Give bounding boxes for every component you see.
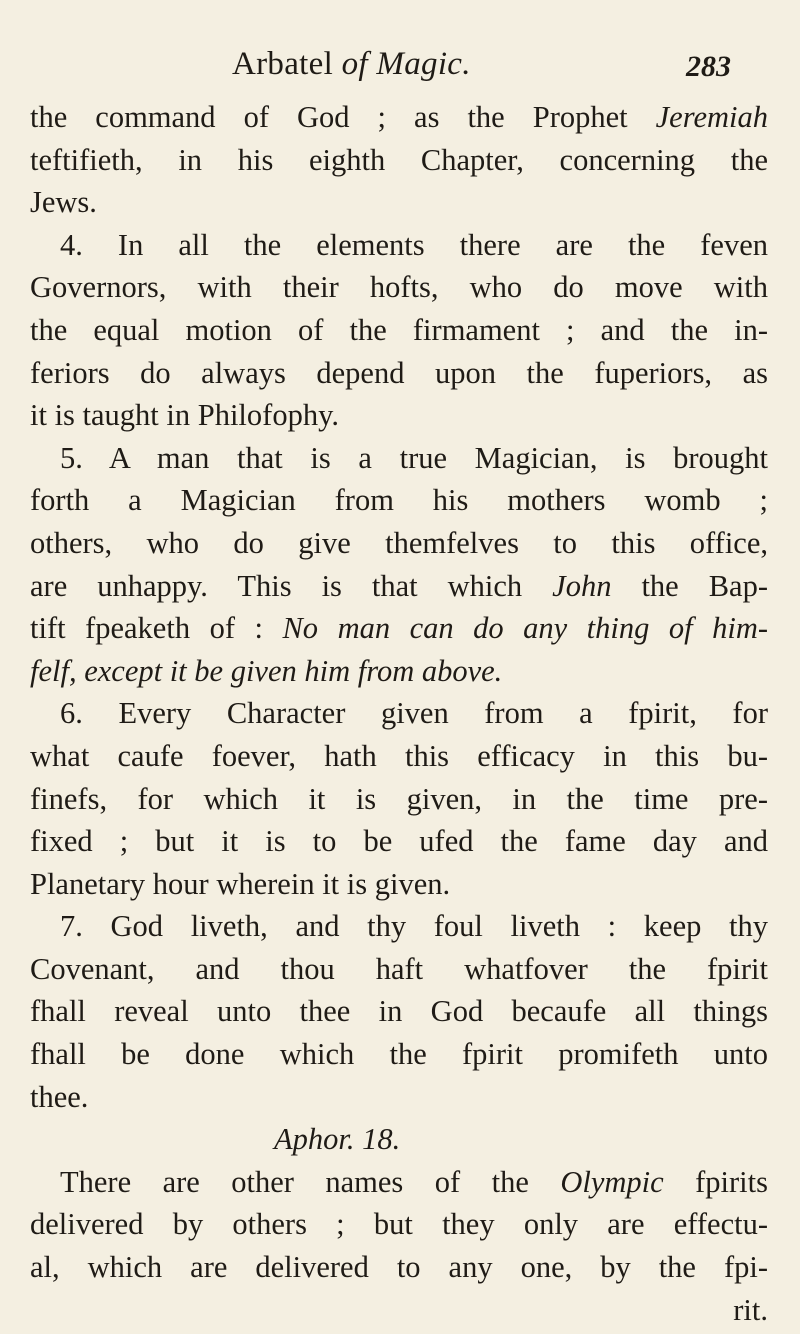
line-text: Planetary hour wherein it is given. (30, 866, 451, 901)
text-line (30, 1161, 768, 1204)
text-line (30, 863, 768, 906)
text-line (30, 1203, 768, 1246)
line-text-after: the Bap- (611, 568, 768, 603)
text-line (30, 479, 768, 522)
text-line (30, 607, 768, 650)
catchword (30, 1289, 768, 1332)
line-text-after: fpirits (663, 1164, 768, 1199)
text-line (30, 266, 768, 309)
text-line (30, 309, 768, 352)
line-text: Jews. (30, 185, 97, 220)
line-text: Governors, with their hofts, who do move with (30, 270, 768, 305)
text-line (30, 522, 768, 565)
line-text: fhall be done which the fpirit promifeth unto (30, 1037, 768, 1072)
text-line (30, 181, 768, 224)
line-text: al, which are delivered to any one, by the fpi- (30, 1250, 768, 1285)
line-italic-text: John (552, 568, 612, 603)
line-text: 6. Every Character given from a fpirit, for (60, 696, 768, 731)
line-text: teftifieth, in his eighth Chapter, concerning the (30, 142, 768, 177)
running-head (0, 46, 800, 90)
line-text: 7. God liveth, and thy foul liveth : keep thy (60, 909, 768, 944)
line-text: feriors do always depend upon the fuperiors, as (30, 355, 768, 390)
running-head-title-roman: Arbatel (232, 46, 342, 82)
line-text: are unhappy. This is that which (30, 568, 553, 603)
text-line (30, 650, 768, 693)
text-line (30, 692, 768, 735)
text-line (30, 1076, 768, 1119)
line-text: thee. (30, 1079, 89, 1114)
text-line (30, 394, 768, 437)
running-head-title (232, 46, 471, 83)
text-line (30, 1033, 768, 1076)
line-text: it is taught in Philofophy. (30, 398, 339, 433)
text-line (30, 1246, 768, 1289)
text-line (30, 990, 768, 1033)
line-text: forth a Magician from his mothers womb ; (30, 483, 768, 518)
line-text: tift fpeaketh of : (30, 611, 283, 646)
line-text: finefs, for which it is given, in the time pre- (30, 781, 768, 816)
text-line (30, 96, 768, 139)
text-line (30, 948, 768, 991)
text-line (30, 565, 768, 608)
line-italic-text: Olympic (560, 1164, 664, 1199)
line-text: the command of God ; as the Prophet (30, 100, 656, 134)
line-text: 4. In all the elements there are the feven (60, 227, 768, 262)
text-line (30, 352, 768, 395)
line-text: fixed ; but it is to be ufed the fame day and (30, 824, 768, 859)
aphorism-heading (30, 1118, 768, 1161)
text-line (30, 905, 768, 948)
line-text: fhall reveal unto thee in God becaufe all things (30, 994, 768, 1029)
page-number: 283 (686, 50, 731, 83)
text-line (30, 778, 768, 821)
line-text: 5. A man that is a true Magician, is brought (60, 440, 768, 475)
line-text: what caufe foever, hath this efficacy in this bu- (30, 738, 768, 773)
text-line (30, 224, 768, 267)
line-text: rit. (733, 1292, 768, 1327)
text-line (30, 437, 768, 480)
text-line (30, 820, 768, 863)
line-text: delivered by others ; but they only are effectu- (30, 1207, 768, 1242)
line-italic-text: Jeremiah (655, 100, 768, 134)
text-line (30, 735, 768, 778)
body-text (30, 96, 768, 1331)
line-italic-text: Aphor. 18. (274, 1122, 401, 1157)
running-head-title-italic: of Magic. (341, 46, 471, 82)
line-italic-text: No man can do any thing of him- (282, 611, 769, 646)
line-text: the equal motion of the firmament ; and the in- (30, 312, 768, 347)
line-text: There are other names of the (60, 1164, 561, 1199)
text-line (30, 139, 768, 182)
line-text: Covenant, and thou haft whatfover the fpirit (30, 951, 768, 986)
line-text: others, who do give themfelves to this office, (30, 525, 768, 560)
line-italic-text: felf, except it be given him from above. (30, 653, 503, 688)
